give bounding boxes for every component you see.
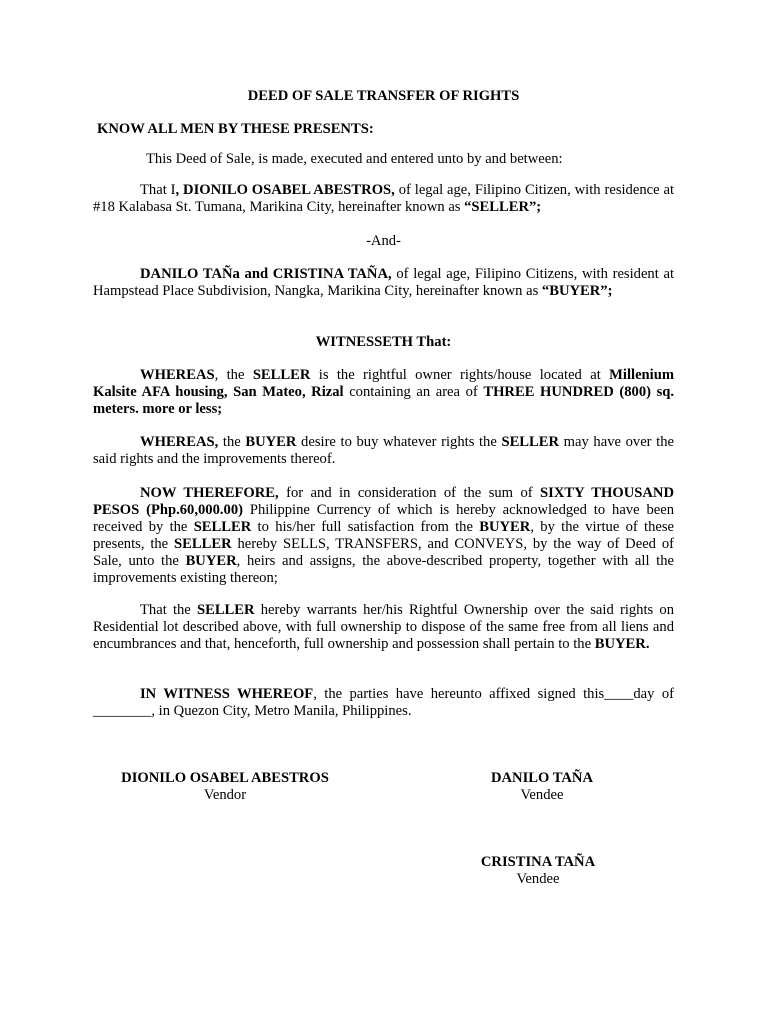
- intro-line: This Deed of Sale, is made, executed and entered unto by and between:: [146, 151, 563, 167]
- vendee-signature-block-1: [452, 770, 632, 804]
- vendee-1-role: Vendee: [520, 787, 564, 803]
- vendee-1-name: DANILO TAÑA: [490, 770, 594, 786]
- and-separator: -And-: [366, 233, 401, 249]
- vendor-role: Vendor: [203, 787, 247, 803]
- vendee-2-role: Vendee: [516, 871, 560, 887]
- vendee-2-name: CRISTINA TAÑA: [480, 854, 596, 870]
- warranty-paragraph: That the SELLER hereby warrants her/his Rightful Ownership over the said rights on Residential lot described above, with full ownership to dispose of the same free from all liens and encumbrances and that, henceforth, full ownership and possession shall pertain to the BUYER.: [93, 602, 674, 652]
- witnesseth-heading: WITNESSETH That:: [315, 334, 452, 350]
- witness-paragraph: IN WITNESS WHEREOF, the parties have hereunto affixed signed this____day of ________, in Quezon City, Metro Manila, Philippines.: [93, 686, 675, 719]
- seller-paragraph: That I, DIONILO OSABEL ABESTROS, of legal age, Filipino Citizen, with residence at #18 Kalabasa St. Tumana, Marikina City, hereinafter known as “SELLER”;: [93, 182, 674, 215]
- now-therefore-paragraph: NOW THEREFORE, for and in consideration of the sum of SIXTY THOUSAND PESOS (Php.60,000.00) Philippine Currency of which is hereby acknowledged to have been received by the SELLER to his/her full satisfaction from the BUYER, by the virtue of these presents, the SELLER hereby SELLS, TRANSFERS, and CONVEYS, by the way of Deed of Sale, unto the BUYER, heirs and assigns, the above-described property, together with all the improvements existing thereon;: [93, 485, 674, 586]
- buyer-paragraph: DANILO TAÑa and CRISTINA TAÑA, of legal age, Filipino Citizens, with resident at Hampstead Place Subdivision, Nangka, Marikina City, hereinafter known as “BUYER”;: [93, 266, 675, 299]
- whereas-paragraph-1: WHEREAS, the SELLER is the rightful owner rights/house located at Millenium Kalsite AFA housing, San Mateo, Rizal containing an area of THREE HUNDRED (800) sq. meters. more or less;: [93, 367, 675, 417]
- vendor-signature-block: [105, 770, 345, 804]
- vendor-name: DIONILO OSABEL ABESTROS: [121, 770, 329, 786]
- vendee-signature-block-2: [448, 854, 628, 888]
- document-title: DEED OF SALE TRANSFER OF RIGHTS: [247, 88, 520, 104]
- whereas-paragraph-2: WHEREAS, the BUYER desire to buy whatever rights the SELLER may have over the said rights and the improvements thereof.: [93, 434, 674, 467]
- intro-heading: KNOW ALL MEN BY THESE PRESENTS:: [97, 121, 374, 137]
